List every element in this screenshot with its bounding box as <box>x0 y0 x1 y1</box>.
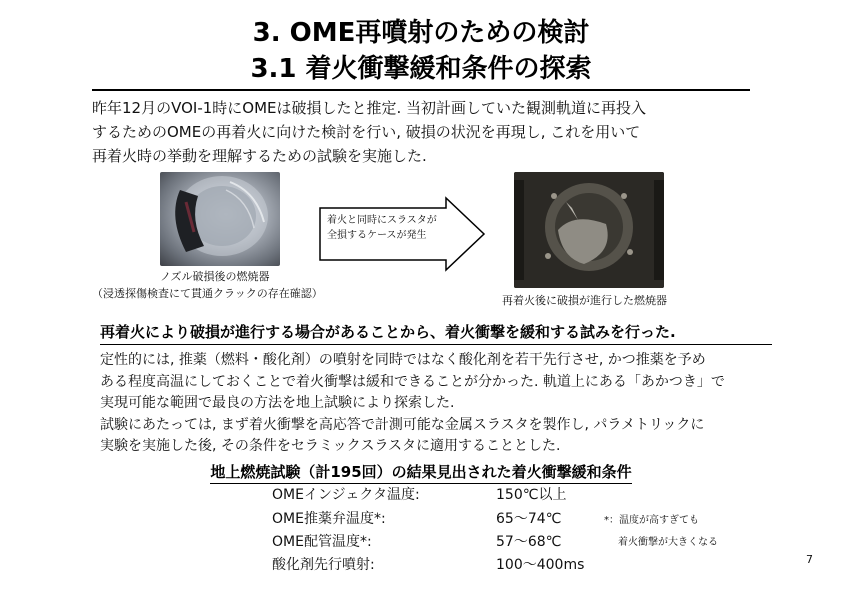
body-line: 実現可能な範囲で最良の方法を地上試験により探索した. <box>100 395 455 411</box>
intro-paragraph <box>92 96 772 168</box>
condition-note: *：温度が高すぎても <box>604 515 699 526</box>
reignited-combustor-photo <box>514 172 664 288</box>
body-line: ある程度高温にしておくことで着火衝撃は緩和できることが分かった. 軌道上にある「あかつき」で <box>100 373 725 390</box>
arrow-label-line: 着火と同時にスラスタが <box>327 215 437 226</box>
section3-heading <box>0 462 842 484</box>
body-line: 実験を実施した後, その条件をセラミックスラスタに適用することとした. <box>100 438 561 454</box>
condition-value: 150℃以上 <box>496 487 567 503</box>
body-line: 試験にあたっては, まず着火衝撃を高応答で計測可能な金属スラスタを製作し, パラメトリックに <box>100 416 705 433</box>
title-underline <box>92 89 750 91</box>
page-number: 7 <box>806 553 813 566</box>
condition-value: 100〜400ms <box>496 557 585 573</box>
condition-label: OME推薬弁温度*: <box>272 511 386 527</box>
section3-heading-text: 地上燃焼試験（計195回）の結果見出された着火衝撃緩和条件 <box>210 462 631 484</box>
left-figure-caption: ノズル破損後の燃焼器 <box>160 270 270 283</box>
slide-title-line2: 3.1 着火衝撃緩和条件の探索 <box>250 54 592 84</box>
body-line: 定性的には, 推薬（燃料・酸化剤）の噴射を同時ではなく酸化剤を若干先行させ, かつ推薬を予め <box>100 352 706 368</box>
condition-value: 65〜74℃ <box>496 511 562 527</box>
left-figure-subcaption: （浸透探傷検査にて貫通クラックの存在確認） <box>92 287 323 300</box>
condition-note: 着火衝撃が大きくなる <box>618 537 718 548</box>
damaged-combustor-photo <box>160 172 280 266</box>
condition-label: OME配管温度*: <box>272 534 372 550</box>
condition-label: 酸化剤先行噴射: <box>272 557 375 573</box>
intro-line: するためのOMEの再着火に向けた検討を行い, 破損の状況を再現し, これを用いて <box>92 123 641 141</box>
arrow-label-line: 全損するケースが発生 <box>327 230 427 241</box>
section2-heading: 再着火により破損が進行する場合があることから、着火衝撃を緩和する試みを行った. <box>100 323 676 341</box>
condition-label: OMEインジェクタ温度: <box>272 487 420 503</box>
section2-body <box>100 350 780 458</box>
section2-underline <box>100 344 772 345</box>
right-figure-caption: 再着火後に破損が進行した燃焼器 <box>502 294 667 307</box>
slide-title-line1: 3. OME再噴射のための検討 <box>252 18 590 48</box>
intro-line: 昨年12月のVOI-1時にOMEは破損したと推定. 当初計画していた観測軌道に再投入 <box>92 99 647 117</box>
condition-value: 57〜68℃ <box>496 534 562 550</box>
arrow-label <box>327 213 437 243</box>
intro-line: 再着火時の挙動を理解するための試験を実施した. <box>92 147 427 165</box>
